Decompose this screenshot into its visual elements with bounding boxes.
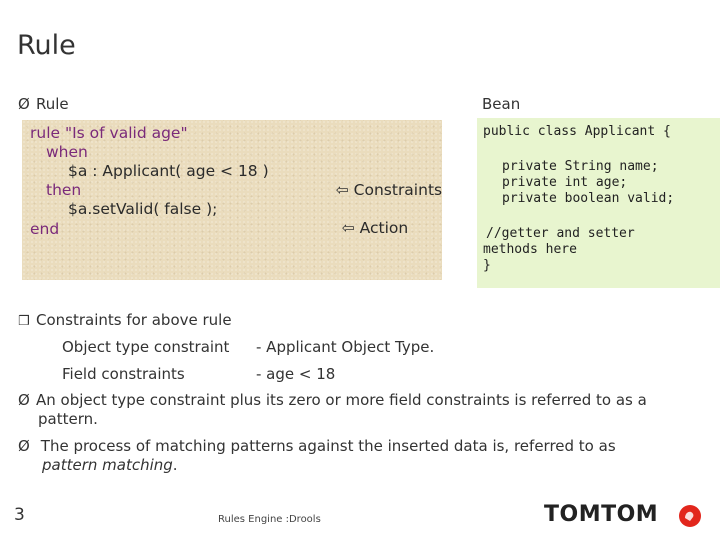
left-arrow-icon: ⇦ xyxy=(335,181,349,199)
pattern-matching-text: The process of matching patterns against the inserted data is, referred to as xyxy=(40,437,616,455)
bean-line-valid: private boolean valid; xyxy=(502,191,675,206)
bean-line-methods: methods here xyxy=(483,242,577,257)
arrow-bullet-icon: Ø xyxy=(18,437,30,455)
code-line-action: $a.setValid( false ); xyxy=(68,200,218,218)
object-constraint-value: - Applicant Object Type. xyxy=(256,338,435,356)
rule-bullet-label: Rule xyxy=(36,95,69,113)
tomtom-hand-icon xyxy=(677,503,703,529)
bean-line-class: public class Applicant { xyxy=(483,124,671,139)
left-arrow-icon: ⇦ xyxy=(341,219,355,237)
pattern-matching-paragraph: Ø The process of matching patterns against the inserted data is, referred to as pattern matching. xyxy=(18,437,616,474)
footer-title: Rules Engine :Drools xyxy=(218,514,321,525)
code-rule-text: rule "Is of valid age" xyxy=(30,124,188,142)
constraints-heading xyxy=(18,311,232,329)
bean-label: Bean xyxy=(482,95,521,113)
tomtom-logo xyxy=(544,502,658,527)
pattern-paragraph-text: An object type constraint plus its zero or more field constraints is referred to as a xyxy=(36,391,647,409)
object-constraint-label: Object type constraint xyxy=(62,338,230,356)
pattern-paragraph: Ø An object type constraint plus its zero or more field constraints is referred to as a pattern. xyxy=(18,391,647,428)
pattern-matching-term: pattern matching xyxy=(42,456,173,474)
bean-line-getter: //getter and setter xyxy=(486,226,635,241)
page-number: 3 xyxy=(14,505,25,525)
bean-code-box xyxy=(477,118,720,288)
slide-title: Rule xyxy=(17,30,76,61)
logo-text: TOMTOM xyxy=(544,502,659,527)
pattern-term: pattern xyxy=(38,410,94,428)
code-line-then: then xyxy=(46,181,82,199)
bean-line-age: private int age; xyxy=(502,175,628,190)
arrow-bullet-icon: Ø xyxy=(18,391,30,409)
code-line-condition: $a : Applicant( age < 18 ) xyxy=(68,162,269,180)
code-line-when: when xyxy=(46,143,88,161)
bean-line-close: } xyxy=(483,258,491,273)
action-note xyxy=(322,200,408,257)
bean-line-name: private String name; xyxy=(502,159,659,174)
square-bullet-icon: ❒ xyxy=(18,314,30,329)
rule-bullet xyxy=(18,95,69,113)
constraints-heading-label: Constraints for above rule xyxy=(36,311,232,329)
field-constraint-value: - age < 18 xyxy=(256,365,336,383)
constraints-note-label: Constraints xyxy=(353,181,443,199)
code-line-rule xyxy=(30,124,188,143)
rule-code-box xyxy=(22,120,442,280)
action-note-label: Action xyxy=(359,219,409,237)
arrow-bullet-icon: Ø xyxy=(18,95,30,113)
field-constraint-label: Field constraints xyxy=(62,365,185,383)
code-line-end: end xyxy=(30,220,60,238)
